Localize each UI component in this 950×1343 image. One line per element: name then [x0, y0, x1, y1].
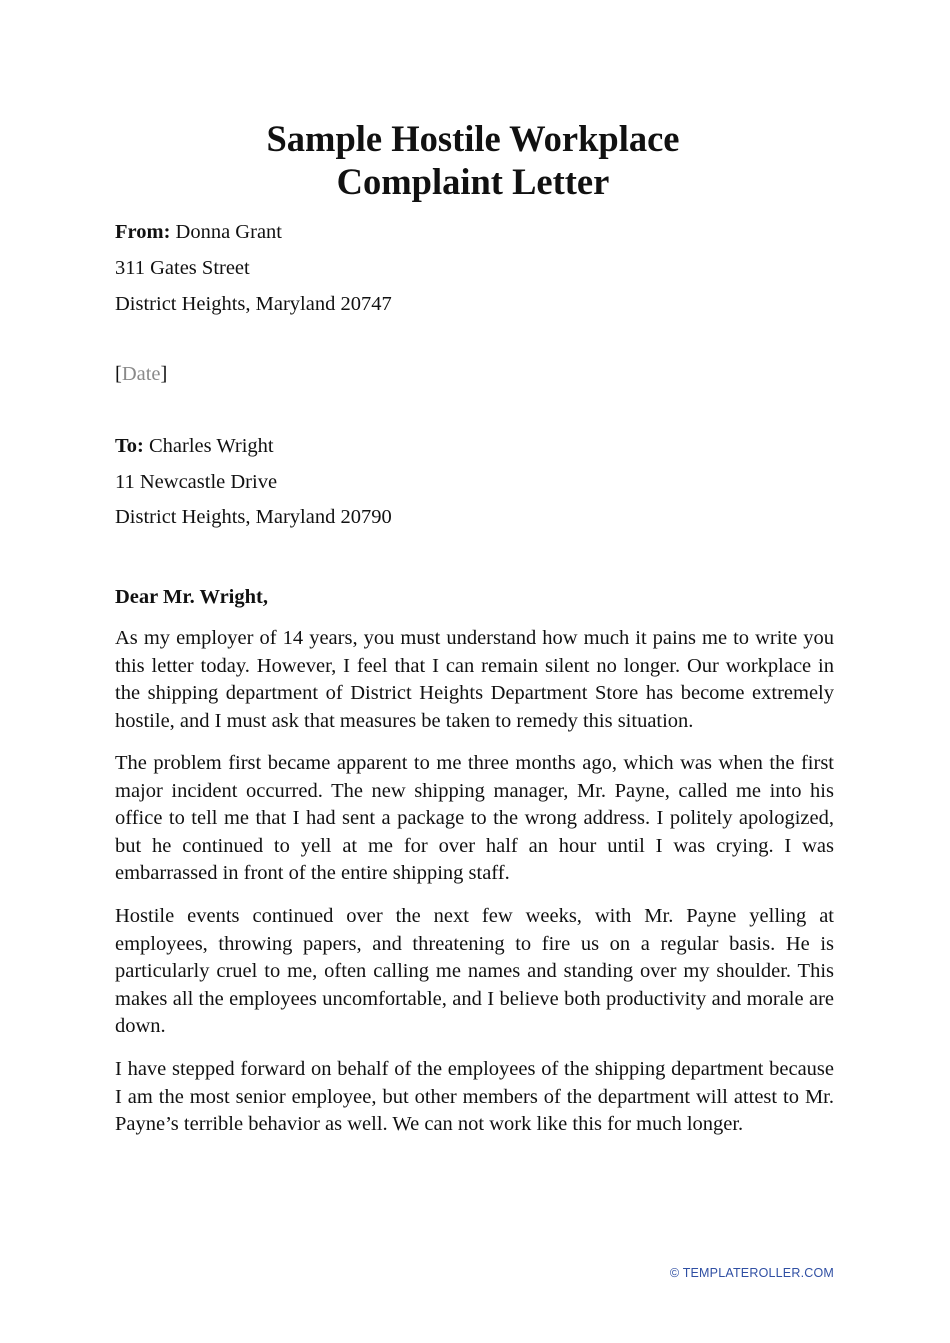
- title-line-1: Sample Hostile Workplace: [266, 118, 680, 159]
- sender-name: Donna Grant: [175, 221, 282, 243]
- body-paragraph: As my employer of 14 years, you must understand how much it pains me to write you this letter today. However, I feel that I can remain silent no longer. Our workplace in the shipping department of District Heights Department Store has become extremely hostile, and I must ask that measures be taken to remedy this situation.: [115, 627, 834, 732]
- sender-street: 311 Gates Street: [115, 257, 250, 279]
- recipient-name: Charles Wright: [149, 435, 274, 457]
- body-paragraph: Hostile events continued over the next few weeks, with Mr. Payne yelling at employees, throwing papers, and threatening to fire us on a regular basis. He is particularly cruel to me, often calling me names and standing over my shoulder. This makes all the employees uncomfortable, and I believe both productivity and morale are down.: [115, 905, 834, 1037]
- sender-name-line: [115, 220, 282, 244]
- body-paragraph: I have stepped forward on behalf of the employees of the shipping department because I am the most senior employee, but other members of the department will attest to Mr. Payne’s terrible behavior as well. We can not work like this for much longer.: [115, 1058, 834, 1135]
- title-line-2: Complaint Letter: [336, 161, 610, 202]
- recipient-city: District Heights, Maryland 20790: [115, 506, 392, 528]
- footer-site-link[interactable]: TEMPLATEROLLER.COM: [682, 1266, 834, 1280]
- date-close-bracket: ]: [160, 363, 168, 385]
- date-placeholder-text: Date: [121, 363, 161, 385]
- sender-city: District Heights, Maryland 20747: [115, 293, 392, 315]
- footer-credit: [670, 1266, 834, 1280]
- date-placeholder: [115, 362, 167, 386]
- document-title: [0, 117, 946, 203]
- from-label: From:: [115, 221, 171, 243]
- recipient-name-line: [115, 434, 274, 458]
- copyright-symbol: ©: [669, 1266, 680, 1280]
- salutation: Dear Mr. Wright,: [115, 586, 268, 608]
- recipient-street: 11 Newcastle Drive: [115, 471, 278, 493]
- to-label: To:: [115, 435, 144, 457]
- body-paragraph: The problem first became apparent to me three months ago, which was when the first major incident occurred. The new shipping manager, Mr. Payne, called me into his office to tell me that I had sent a package to the wrong address. I politely apologized, but he continued to yell at me for over half an hour until I was crying. I was embarrassed in front of the entire shipping staff.: [115, 752, 834, 884]
- date-open-bracket: [: [115, 363, 122, 385]
